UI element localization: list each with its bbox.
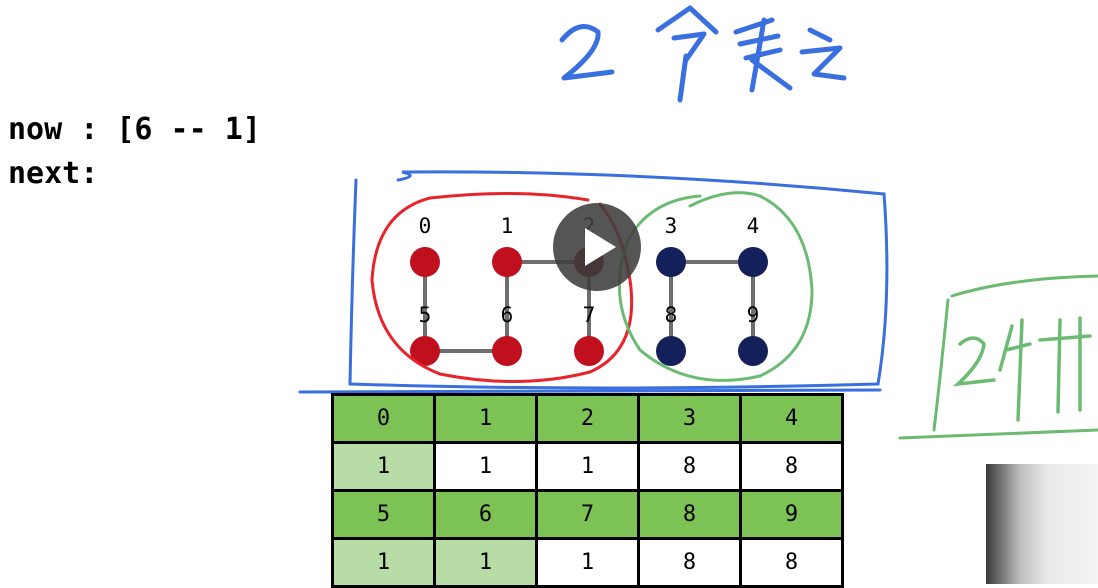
table-cell: 1 (435, 395, 537, 443)
table-cell: 5 (333, 491, 435, 539)
graph-node-label: 5 (418, 303, 432, 327)
graph-node-label: 6 (500, 303, 514, 327)
graph-node-9 (738, 336, 768, 366)
graph-node-3 (656, 247, 686, 277)
table-cell: 4 (741, 395, 843, 443)
table-cell: 8 (639, 491, 741, 539)
now-line: now : [6 -- 1] (8, 112, 261, 147)
table-cell: 2 (537, 395, 639, 443)
green-ink-circle (619, 193, 812, 381)
table-cell: 8 (639, 539, 741, 587)
table-row (333, 443, 843, 491)
blue-ink-underline (300, 390, 880, 392)
graph-node-0 (410, 247, 440, 277)
graph-node-7 (574, 336, 604, 366)
green-ink-bracket (952, 276, 1098, 296)
table-row (333, 395, 843, 443)
table-cell: 8 (639, 443, 741, 491)
table-cell: 1 (333, 539, 435, 587)
table-cell: 8 (741, 443, 843, 491)
graph-node-label: 1 (500, 214, 514, 238)
table-cell: 0 (333, 395, 435, 443)
next-line: next: (8, 156, 99, 191)
graph-node-label: 9 (746, 303, 760, 327)
table-cell: 1 (435, 539, 537, 587)
parent-array-table (331, 393, 844, 588)
table-row (333, 491, 843, 539)
graph-node-4 (738, 247, 768, 277)
green-ink-note (958, 318, 1090, 420)
graph-node-6 (492, 336, 522, 366)
table-cell: 1 (435, 443, 537, 491)
table-row (333, 539, 843, 587)
graph-node-label: 0 (418, 214, 432, 238)
table-cell: 1 (537, 539, 639, 587)
table-cell: 1 (333, 443, 435, 491)
graph-node-label: 3 (664, 214, 678, 238)
video-thumbnail[interactable] (986, 464, 1098, 584)
table-cell: 6 (435, 491, 537, 539)
play-button[interactable] (553, 203, 641, 291)
table-cell: 7 (537, 491, 639, 539)
graph-node-label: 7 (582, 303, 596, 327)
graph-node-8 (656, 336, 686, 366)
table-cell: 3 (639, 395, 741, 443)
table-cell: 8 (741, 539, 843, 587)
table-cell: 9 (741, 491, 843, 539)
graph-node-1 (492, 247, 522, 277)
graph-node-label: 4 (746, 214, 760, 238)
graph-node-label: 8 (664, 303, 678, 327)
table-cell: 1 (537, 443, 639, 491)
